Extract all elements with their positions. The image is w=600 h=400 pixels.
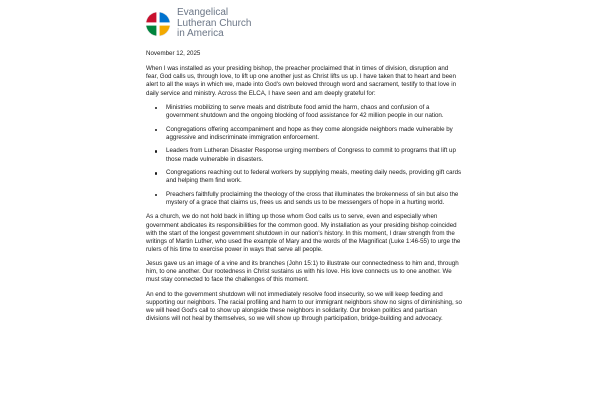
- letter-body: [146, 50, 462, 329]
- letter-date: November 12, 2025: [146, 50, 201, 57]
- logo-line-2: Lutheran Church: [177, 17, 252, 29]
- logo-quadrant-blue: [158, 12, 170, 24]
- list-item: Ministries mobilizing to serve meals and distribute food amid the harm, chaos and confusion of a government shutdown and the ongoing blocking of food assistance for 42 million people in our nation.: [166, 104, 462, 120]
- logo-line-3: in America: [177, 28, 224, 39]
- logo-quadrant-gold: [158, 24, 170, 36]
- vine-paragraph: Jesus gave us an image of a vine and its branches (John 15:1) to illustrate our connectedness to him and, through him, to one another. Our rootedness in Christ sustains us with his love. His love connects us to one another. We must stay connected to face the challenges of this moment.: [146, 260, 459, 284]
- list-item: Congregations reaching out to federal workers by supplying meals, meeting daily needs, providing gift cards and helping them find work.: [166, 169, 462, 185]
- list-item: Leaders from Lutheran Disaster Response urging members of Congress to commit to programs that lift up those made vulnerable in disasters.: [166, 147, 462, 163]
- gratitude-list: [146, 104, 462, 208]
- logo-wordmark: [177, 8, 252, 40]
- logo-quadrant-green: [146, 24, 158, 36]
- list-item: Preachers faithfully proclaiming the theology of the cross that illuminates the brokenness of sin but also the mystery of a grace that claims us, frees us and sends us to be messengers of hope in a hurting world.: [166, 191, 462, 207]
- logo-quadrant-red: [146, 12, 158, 24]
- church-paragraph: As a church, we do not hold back in lifting up those whom God calls us to serve, even and especially when government abdicates its responsibilities for the common good. My installation as your presiding bishop coincided with the start of the longest government shutdown in our nation's history. In this moment, I draw strength from the writings of Martin Luther, who used the example of Mary and the words of the Magnificat (Luke 1:46-55) to urge the rulers of his time to exercise power in ways that serve all people.: [146, 213, 461, 253]
- shutdown-paragraph: An end to the government shutdown will not immediately resolve food insecurity, so we will keep feeding and supporting our neighbors. The racial profiling and harm to our immigrant neighbors show no signs of diminishing, so we will heed God's call to show up alongside these neighbors in solidarity. Our broken politics and partisan divisions will not heal by themselves, so we will show up through participation, bridge-building and advocacy.: [146, 290, 462, 323]
- intro-paragraph: When I was installed as your presiding bishop, the preacher proclaimed that in times of division, disruption and fear, God calls us, through love, to lift up one another just as Christ lifts us up. I have taken that to heart and been alert to all the ways in which we, made into God's own beloved through word and sacrament, testify to that love in daily service and ministry. Across the ELCA, I have seen and am deeply grateful for:: [146, 65, 457, 97]
- elca-logo: [145, 8, 252, 40]
- list-item: Congregations offering accompaniment and hope as they come alongside neighbors made vulnerable by aggressive and indiscriminate immigration enforcement.: [166, 126, 462, 142]
- logo-line-1: Evangelical: [177, 7, 229, 18]
- elca-cross-logo-icon: [145, 11, 171, 37]
